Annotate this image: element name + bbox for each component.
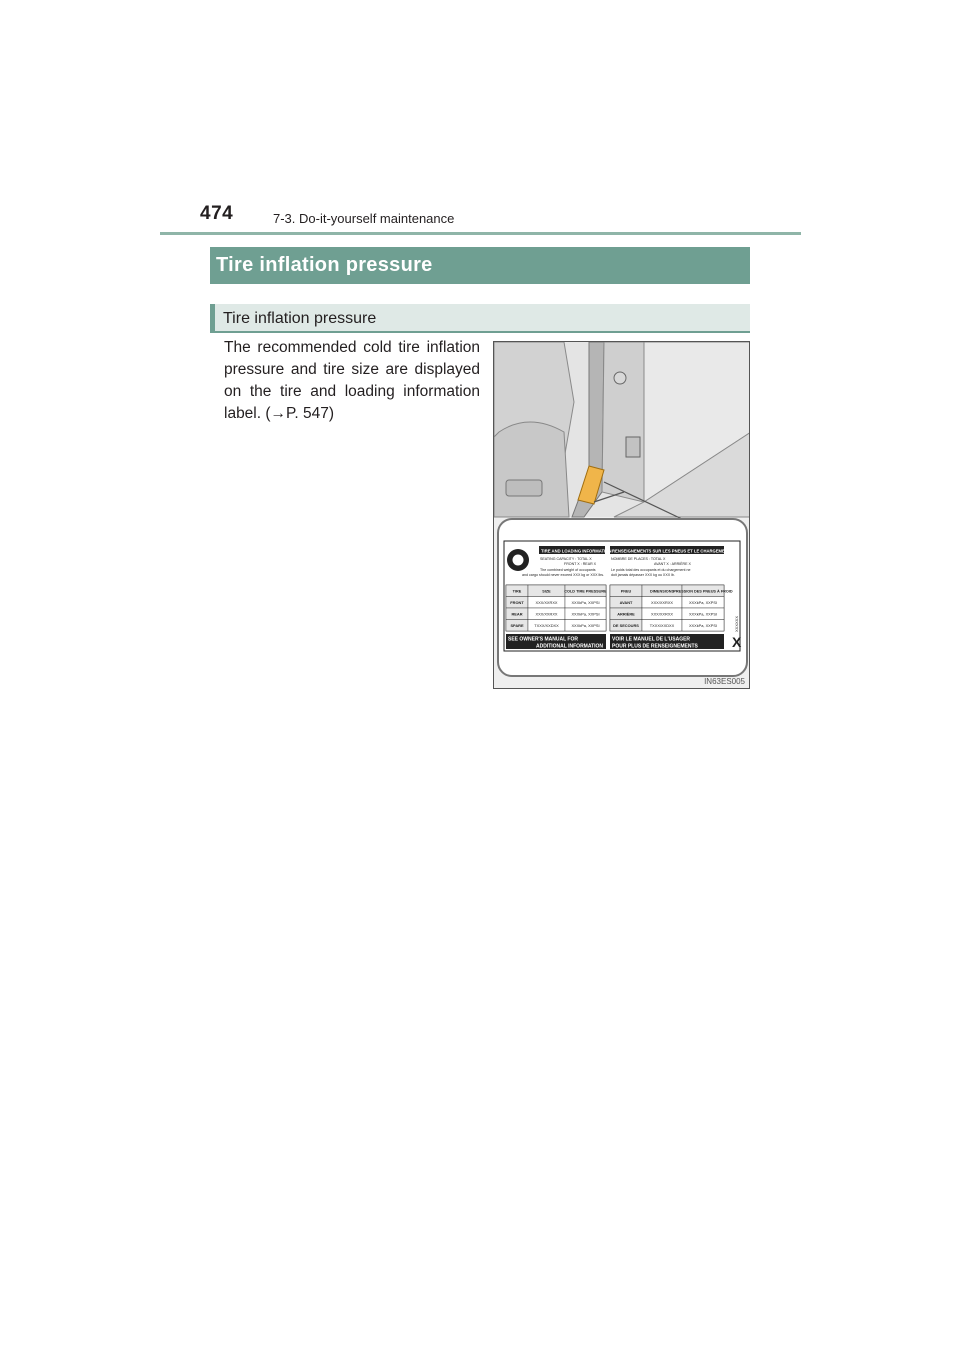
en-table-header: COLD TIRE PRESSURE	[564, 589, 607, 594]
tire-label-figure	[493, 341, 750, 689]
fr-table-cell: TXXX/XXDXX	[649, 622, 675, 628]
label-en-seating: SEATING CAPACITY : TOTAL X	[540, 557, 592, 561]
fr-table-cell: XXXkPa, XXPSI	[688, 599, 718, 605]
label-en-header: TIRE AND LOADING INFORMATION	[541, 548, 612, 554]
fr-table-cell: DE SECOURS	[613, 622, 639, 628]
fr-table-cell: XXX/XXRXX	[650, 611, 674, 617]
en-table-cell: XXXkPa, XXPSI	[571, 622, 600, 628]
seat-cushion	[494, 422, 569, 517]
pillar-face	[602, 342, 644, 502]
fr-table-cell: XXXkPa, XXPSI	[688, 622, 718, 628]
figure-code: IN63ES005	[704, 677, 745, 686]
latch-icon	[614, 372, 626, 384]
en-table-cell: XXX/XXRXX	[535, 599, 558, 605]
fr-table-header: DIMENSIONS	[649, 589, 675, 594]
en-table-cell: FRONT	[510, 599, 524, 605]
section-title: Tire inflation pressure	[210, 247, 750, 284]
label-en-footer2: ADDITIONAL INFORMATION	[536, 643, 604, 650]
en-table-cell: TXXX/XXDXX	[534, 622, 559, 628]
en-table-cell: REAR	[511, 611, 523, 617]
chapter-title: 7-3. Do-it-yourself maintenance	[273, 211, 455, 226]
label-side-code: XXXXXX	[734, 615, 739, 632]
header-rule	[160, 232, 801, 235]
en-table-cell: XXXkPa, XXPSI	[571, 599, 600, 605]
label-side-mark: X	[732, 634, 742, 650]
label-en-seating2: FRONT X : REAR X	[564, 562, 597, 566]
en-table-header: SIZE	[542, 589, 551, 594]
fr-table-cell: XXX/XXRXX	[650, 599, 674, 605]
en-table-cell: SPARE	[510, 622, 524, 628]
body-paragraph: The recommended cold tire inflation pressure and tire size are displayed on the tire and loading information label. (→P. 547)	[224, 339, 480, 422]
en-table-cell: XXX/XXRXX	[535, 611, 558, 617]
label-en-footer1: SEE OWNER'S MANUAL FOR	[508, 636, 578, 643]
fr-table-header: PNEU	[620, 589, 632, 594]
label-fr-weight2: doit jamais dépasser XXX kg ou XXX lb.	[611, 573, 675, 577]
fr-table-cell: XXXkPa, XXPSI	[688, 611, 718, 617]
label-en-weight: The combined weight of occupants	[540, 568, 596, 572]
fr-table-header: PRESSION DES PNEUS À FROID	[673, 589, 733, 594]
label-fr-footer2: POUR PLUS DE RENSEIGNEMENTS	[612, 643, 698, 650]
striker-icon	[626, 437, 640, 457]
page-number: 474	[200, 203, 234, 224]
tire-hub-icon	[513, 555, 524, 566]
label-en-weight2: and cargo should never exceed XXX kg or XXX lbs.	[522, 573, 605, 577]
fr-table-cell: ARRIÈRE	[617, 611, 635, 617]
en-table-cell: XXXkPa, XXPSI	[571, 611, 600, 617]
en-table-header: TIRE	[512, 589, 522, 594]
label-fr-header: RENSEIGNEMENTS SUR LES PNEUS ET LE CHARGEMENT	[612, 548, 731, 554]
fr-table-cell: AVANT	[619, 599, 633, 605]
label-fr-weight: Le poids total des occupants et du chargement ne	[611, 568, 691, 572]
label-tables	[506, 585, 733, 631]
label-fr-seating: NOMBRE DE PLACES : TOTAL X	[611, 557, 666, 561]
label-fr-footer1: VOIR LE MANUEL DE L'USAGER	[612, 636, 691, 643]
label-fr-seating2: AVANT X : ARRIÈRE X	[654, 562, 691, 566]
subsection-title: Tire inflation pressure	[210, 304, 750, 331]
seat-switch-icon	[506, 480, 542, 496]
figure-illustration	[494, 342, 750, 689]
